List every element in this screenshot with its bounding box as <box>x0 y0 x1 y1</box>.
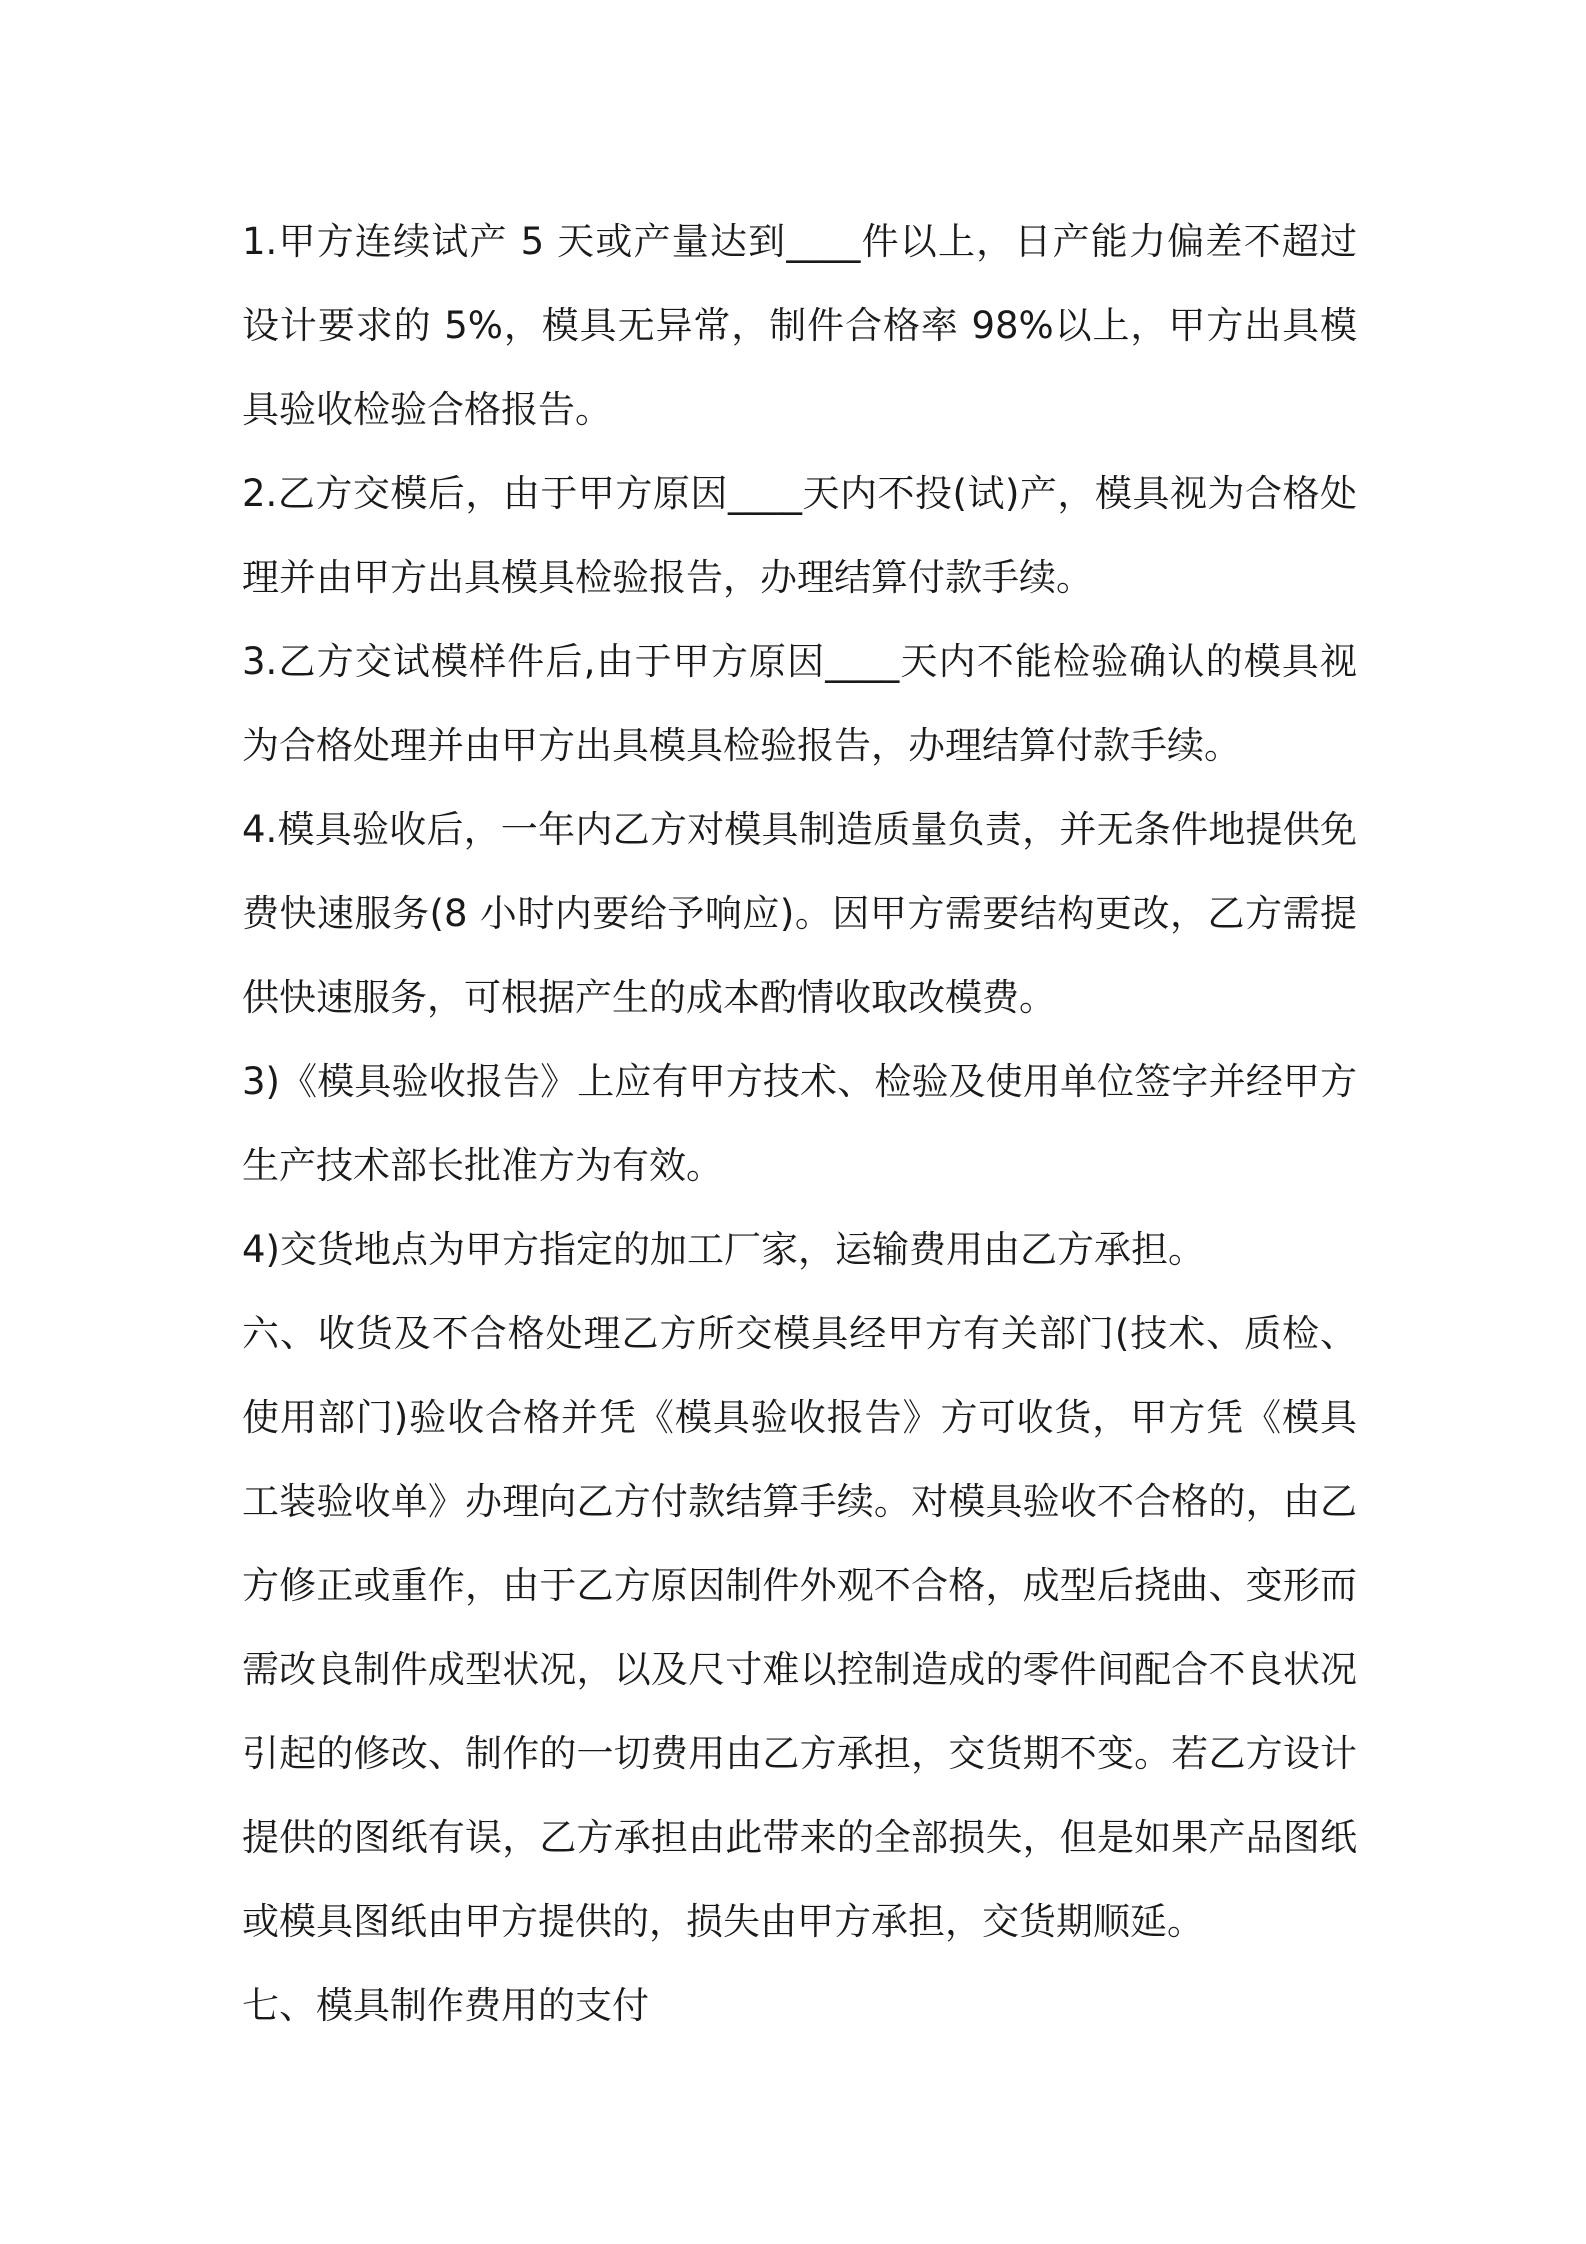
clause-warranty-service: 4.模具验收后，一年内乙方对模具制造质量负责，并无条件地提供免费快速服务(8 小时内要给予响应)。因甲方需要结构更改，乙方需提供快速服务，可根据产生的成本酌情收取改模费。 <box>242 808 1357 1019</box>
clause-delay-trial: 2.乙方交模后，由于甲方原因____天内不投(试)产，模具视为合格处理并由甲方出具模具检验报告，办理结算付款手续。 <box>242 472 1357 599</box>
clause-trial-production: 1.甲方连续试产 5 天或产量达到____件以上，日产能力偏差不超过设计要求的 5%，模具无异常，制件合格率 98%以上，甲方出具模具验收检验合格报告。 <box>242 220 1357 431</box>
section-receiving-nonconformance: 六、收货及不合格处理乙方所交模具经甲方有关部门(技术、质检、使用部门)验收合格并凭《模具验收报告》方可收货，甲方凭《模具工装验收单》办理向乙方付款结算手续。对模具验收不合格的，由乙方修正或重作，由于乙方原因制件外观不合格，成型后挠曲、变形而需改良制件成型状况，以及尺寸难以控制造成的零件间配合不良状况引起的修改、制作的一切费用由乙方承担，交货期不变。若乙方设计提供的图纸有误，乙方承担由此带来的全部损失，但是如果产品图纸或模具图纸由甲方提供的，损失由甲方承担，交货期顺延。 <box>242 1312 1357 1943</box>
clause-delay-inspection: 3.乙方交试模样件后,由于甲方原因____天内不能检验确认的模具视为合格处理并由甲方出具模具检验报告，办理结算付款手续。 <box>242 640 1357 767</box>
clause-acceptance-report: 3)《模具验收报告》上应有甲方技术、检验及使用单位签字并经甲方生产技术部长批准方为有效。 <box>242 1060 1357 1187</box>
clause-delivery-location: 4)交货地点为甲方指定的加工厂家，运输费用由乙方承担。 <box>242 1228 1205 1271</box>
document-body <box>242 200 1357 2048</box>
section-heading-payment: 七、模具制作费用的支付 <box>242 1984 649 2027</box>
